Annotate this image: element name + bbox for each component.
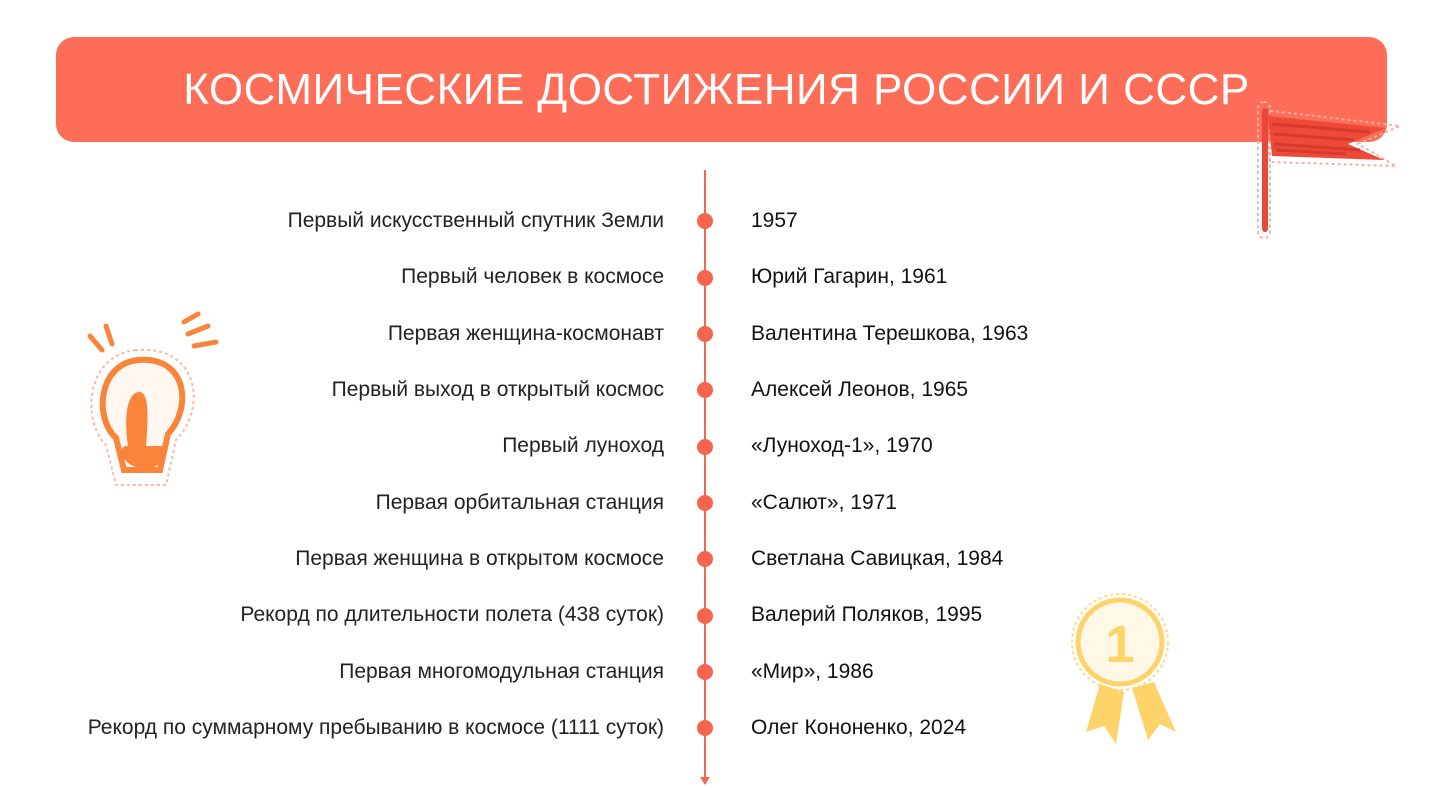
- achievement-value: «Мир», 1986: [751, 660, 874, 683]
- timeline-dot: [697, 382, 713, 398]
- achievement-value: Светлана Савицкая, 1984: [751, 547, 1004, 570]
- achievement-value: Юрий Гагарин, 1961: [751, 265, 948, 288]
- achievement-label: Первый выход в открытый космос: [331, 378, 664, 401]
- flag-icon: [1250, 80, 1410, 240]
- achievement-value: «Луноход-1», 1970: [751, 434, 933, 457]
- timeline-line: [704, 170, 706, 783]
- achievement-label: Первая орбитальная станция: [375, 491, 664, 514]
- timeline-dot: [697, 213, 713, 229]
- achievement-value: «Салют», 1971: [751, 491, 897, 514]
- achievement-label: Первая многомодульная станция: [339, 660, 664, 683]
- achievement-label: Первая женщина-космонавт: [387, 322, 664, 345]
- timeline-dot: [697, 664, 713, 680]
- achievement-label: Рекорд по длительности полета (438 суток): [240, 603, 664, 626]
- achievement-label: Первый луноход: [502, 434, 664, 457]
- timeline-dot: [697, 551, 713, 567]
- achievement-value: Олег Кононенко, 2024: [751, 716, 967, 739]
- achievement-label: Первый искусственный спутник Земли: [287, 209, 664, 232]
- achievement-label: Первая женщина в открытом космосе: [295, 547, 664, 570]
- timeline-dot: [697, 495, 713, 511]
- achievement-value: Валентина Терешкова, 1963: [751, 322, 1029, 345]
- timeline-dot: [697, 270, 713, 286]
- timeline-dot: [697, 608, 713, 624]
- page-title: КОСМИЧЕСКИЕ ДОСТИЖЕНИЯ РОССИИ И СССР: [183, 65, 1250, 114]
- achievement-label: Рекорд по суммарному пребыванию в космосе (1111 суток): [87, 716, 664, 739]
- achievement-label: Первый человек в космосе: [401, 265, 664, 288]
- medal-number: 1: [1105, 616, 1135, 674]
- timeline-dot: [697, 720, 713, 736]
- achievement-value: 1957: [751, 209, 798, 232]
- title-banner: [56, 37, 1387, 142]
- timeline-arrow-icon: [700, 777, 710, 785]
- timeline-dot: [697, 326, 713, 342]
- achievement-value: Алексей Леонов, 1965: [751, 378, 969, 401]
- timeline-dot: [697, 439, 713, 455]
- achievement-value: Валерий Поляков, 1995: [751, 603, 983, 626]
